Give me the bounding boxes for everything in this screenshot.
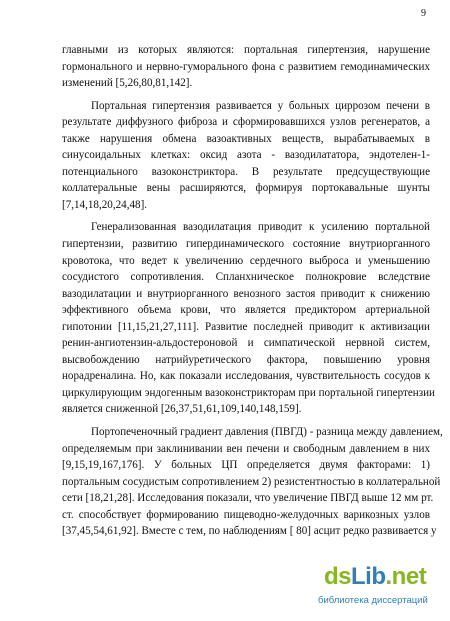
text-line: ренин-ангиотензин-альдостероновой и симпатической нервной систем, xyxy=(62,337,430,350)
text-line: кровотока, что ведет к увеличению сердечного выброса и уменьшению xyxy=(62,254,430,267)
watermark-logo-net: .net xyxy=(385,563,427,590)
text-line: изменений [5,26,80,81,142]. xyxy=(62,77,193,90)
text-line: высвобождению натрийуретического фактора, повышению уровня xyxy=(62,353,430,366)
text-line: [7,14,18,20,24,48]. xyxy=(62,198,148,211)
text-line: циркулирующим эндогенным вазоконстрикторам при портальной гипертензии xyxy=(62,386,435,399)
text-line: Портальная гипертензия развивается у больных циррозом печени в xyxy=(91,99,430,112)
text-line: [9,15,19,167,176]. У больных ЦП определяется двумя факторами: 1) xyxy=(62,459,430,472)
watermark-logo-lib: Lib xyxy=(351,563,386,590)
text-line: потенциального вазоконстриктора. В результате предсуществующие xyxy=(62,165,430,178)
page-number: 9 xyxy=(421,8,426,19)
paragraph xyxy=(62,98,430,214)
paragraph xyxy=(62,219,435,418)
text-line: гипертензии, развитию гипердинамического состояние внутриорганного xyxy=(62,238,430,251)
text-line: Генерализованная вазодилатация приводит к усилению портальной xyxy=(91,221,430,234)
text-line: также нарушения обмена вазоактивных веществ, вырабатываемых в xyxy=(62,132,430,145)
text-line: гормонального и нервно-гуморального фона с развитием гемодинамических xyxy=(62,60,430,73)
text-line: является сниженной [26,37,51,61,109,140,148,159]. xyxy=(62,403,302,416)
text-line: синусоидальных клетках: оксид азота - вазодилататора, эндотелен-1- xyxy=(62,149,430,162)
text-line: сети [18,21,28]. Исследования показали, что увеличение ПВГД выше 12 мм рт. xyxy=(62,492,434,505)
watermark-tagline: библиотека диссертаций xyxy=(318,595,428,606)
text-line: [37,45,54,61,92]. Вместе с тем, по наблюдениям [ 80] асцит редко развивается у xyxy=(62,525,437,538)
paragraph xyxy=(62,424,443,540)
text-line: вазодилатации и внутриорганного венозного застоя приводит к снижению xyxy=(62,287,430,300)
text-line: ст. способствует формированию пищеводно-желудочных варикозных узлов xyxy=(62,508,430,521)
text-line: норадреналина. Но, как показали исследования, чувствительность сосудов к xyxy=(62,370,430,383)
text-line: портальным сосудистым сопротивлением 2) резистентностью в коллатеральной xyxy=(62,475,441,488)
paragraph xyxy=(62,42,430,92)
text-line: результате диффузного фиброза и сформировавшихся узлов регенератов, а xyxy=(62,116,430,129)
document-body xyxy=(62,42,443,540)
dslib-watermark[interactable] xyxy=(318,563,442,617)
text-line: эффективного объема крови, что является предиктором артериальной xyxy=(62,304,430,317)
text-line: главными из которых являются: портальная гипертензия, нарушение xyxy=(62,44,430,56)
text-line: Портопеченочный градиент давления (ПВГД) - разница между давлением, xyxy=(91,426,443,439)
text-line: сосудистого сопротивления. Спланхническое полнокровие вследствие xyxy=(62,271,430,284)
watermark-logo xyxy=(324,563,426,591)
watermark-logo-ds: ds xyxy=(324,563,352,590)
text-line: гипотонии [11,15,21,27,111]. Развитие последней приводит к активизации xyxy=(62,320,430,333)
text-line: определяемым при заклинивании вен печени и свободным давлением в них xyxy=(62,442,430,455)
text-line: коллатеральные вены расширяются, формируя портокавальные шунты xyxy=(62,182,430,195)
